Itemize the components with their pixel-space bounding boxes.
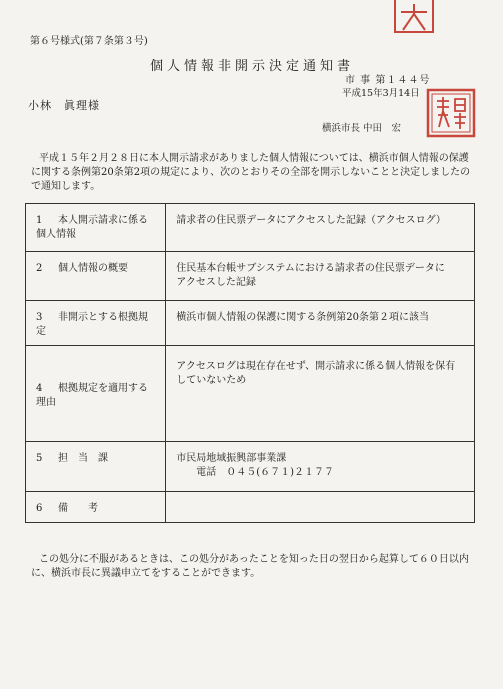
row-label-cell <box>26 442 166 492</box>
table-row <box>26 442 475 492</box>
row-label: 本人開示請求に係る 個人情報 <box>36 215 148 240</box>
row-label: 個人情報の概要 <box>58 263 128 274</box>
row-number: 2 <box>36 263 43 274</box>
body-paragraph: 平成１５年２月２８日に本人開示請求がありました個人情報については、横浜市個人情報の保護に関する条例第20条第2項の規定により、次のとおりその全部を開示しないことと決定しましたので通知します。 <box>31 153 471 192</box>
table-row <box>26 204 475 252</box>
row-label: 非開示とする根拠規定 <box>36 312 148 337</box>
row-value: 住民基本台帳サブシステムにおける請求者の住民票データに アクセスした記録 <box>176 263 445 288</box>
row-number: 4 <box>36 382 43 394</box>
row-value: 横浜市個人情報の保護に関する条例第20条第２項に該当 <box>176 312 429 323</box>
row-value-cell <box>166 301 475 346</box>
row-label: 根拠規定を適用する理由 <box>36 382 148 408</box>
official-seal <box>425 87 477 139</box>
top-stamp-seal <box>393 0 435 34</box>
form-number: 第６号様式(第７条第３号) <box>30 36 148 47</box>
document-date: 平成15年3月14日 <box>342 88 420 99</box>
table-row <box>26 301 475 346</box>
row-value-cell <box>166 442 475 492</box>
row-number: 5 <box>36 453 43 464</box>
row-value-cell <box>166 204 475 252</box>
row-value: 市民局地域振興部事業課 電話 ０４５(６７１)２１７７ <box>176 453 335 478</box>
row-label-cell <box>26 204 166 252</box>
row-value-cell <box>166 492 475 523</box>
row-number: 6 <box>36 503 43 514</box>
row-value: 請求者の住民票データにアクセスした記録（アクセスログ） <box>176 215 446 226</box>
row-value-cell <box>166 346 475 442</box>
row-value <box>166 492 474 508</box>
recipient-name: 小林 眞理様 <box>28 99 100 112</box>
row-number: 3 <box>36 312 43 323</box>
appeal-notice: この処分に不服があるときは、この処分があったことを知った日の翌日から起算して６０日以内に、横浜市長に異議申立てをすることができます。 <box>31 554 469 579</box>
row-label-cell <box>26 492 166 523</box>
table-row <box>26 346 475 442</box>
row-value: アクセスログは現在存在せず、開示請求に係る個人情報を保有 していないため <box>176 361 456 386</box>
row-label: 備 考 <box>58 503 98 514</box>
row-label-cell <box>26 252 166 301</box>
document-number: 市 事 第１４４号 <box>345 75 431 86</box>
table-row <box>26 252 475 301</box>
document-title: 個人情報非開示決定通知書 <box>150 59 355 74</box>
row-label-cell <box>26 346 166 442</box>
table-row <box>26 492 475 523</box>
issuer-name: 横浜市長 中田 宏 <box>322 123 402 134</box>
decision-table <box>25 203 475 523</box>
row-label-cell <box>26 301 166 346</box>
row-value-cell <box>166 252 475 301</box>
row-label: 担 当 課 <box>58 453 108 464</box>
row-number: 1 <box>36 215 43 226</box>
